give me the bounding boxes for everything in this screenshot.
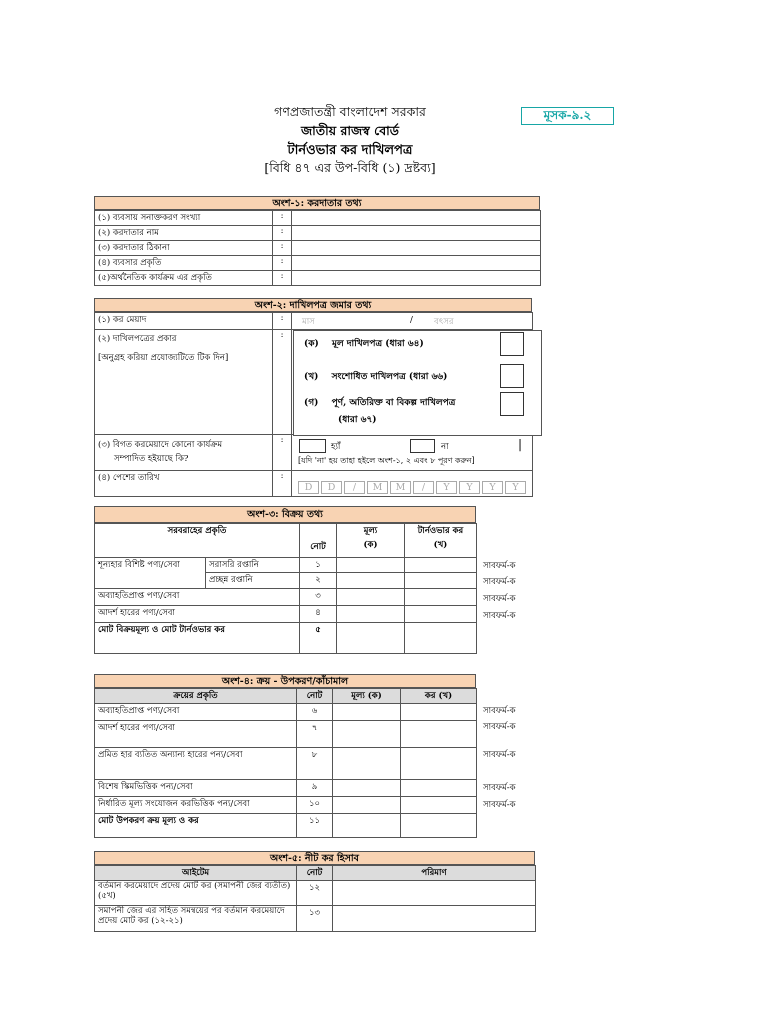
- date-digit-cell[interactable]: Y: [482, 481, 503, 494]
- original-return-checkbox[interactable]: [500, 332, 524, 356]
- part1-title: অংশ-১: করদাতার তথ্য: [94, 196, 540, 210]
- part2-title: অংশ-২: দাখিলপত্র জমার তথ্য: [94, 298, 532, 312]
- month-placeholder: মাস: [302, 317, 315, 327]
- tax-input[interactable]: [401, 797, 477, 814]
- activity-no-label: না: [441, 442, 449, 452]
- exempted-label: অব্যাহতিপ্রাপ্ত পণ্য/সেবা: [95, 589, 300, 606]
- col-item: আইটেম: [95, 866, 297, 881]
- year-placeholder: বৎসর: [434, 317, 454, 327]
- col-value: মূল্য (ক): [333, 689, 401, 704]
- economic-activity-field[interactable]: [292, 271, 541, 286]
- subform-link[interactable]: সাবফর্ম-ক: [483, 561, 516, 571]
- option-original: (ক) মূল দাখিলপত্র (ধারা ৬৪): [304, 339, 424, 349]
- direct-export-label: সরাসরি রপ্তানি: [206, 558, 300, 573]
- amount-input[interactable]: [333, 906, 536, 932]
- rule-reference: [বিধি ৪৭ এর উপ-বিধি (১) দ্রষ্টব্য]: [264, 160, 436, 175]
- part3-title: অংশ-৩: বিক্রয় তথ্য: [94, 506, 476, 523]
- date-digit-cell[interactable]: Y: [505, 481, 526, 494]
- part5-title: অংশ-৫: নীট কর হিসাব: [94, 851, 535, 865]
- activity-yes-label: হ্যাঁ: [331, 442, 341, 452]
- value-input[interactable]: [337, 589, 405, 606]
- net-tax-row-label: সমাপনী জের এর সহিত সমন্বয়ের পর বর্তমান করমেয়াদে প্রদেয় মোট কর (১২-২১): [95, 906, 297, 932]
- part1-table: (১) ব্যবসায় সনাক্তকরণ সংখ্যা : (২) করদাতার নাম : (৩) করদাতার ঠিকানা : (৪) ব্যবসার প্রকৃতি : (৫)অর্থনৈতিক কার্যক্রম এর প্রকৃতি :: [94, 210, 541, 286]
- activity-yes-checkbox[interactable]: [299, 439, 326, 453]
- tax-input[interactable]: [405, 606, 477, 623]
- note-cell: ১০: [297, 797, 333, 814]
- value-input[interactable]: [337, 558, 405, 573]
- subform-link[interactable]: সাবফর্ম-ক: [483, 594, 516, 604]
- date-separator: /: [344, 481, 365, 494]
- sales-total-label: মোট বিক্রয়মূল্য ও মোট টার্নওভার কর: [95, 623, 300, 654]
- return-type-note: [অনুগ্রহ করিয়া প্রযোজ্যটিতে টিক দিন]: [98, 353, 229, 363]
- date-digit-cell[interactable]: Y: [436, 481, 457, 494]
- purchase-total-label: মোট উপকরণ ক্রয় মূল্য ও কর: [95, 814, 297, 838]
- form-title: টার্নওভার কর দাখিলপত্র: [287, 143, 413, 158]
- value-input[interactable]: [333, 704, 401, 721]
- tax-input[interactable]: [401, 748, 477, 780]
- govt-name: গণপ্রজাতন্ত্রী বাংলাদেশ সরকার: [274, 104, 426, 119]
- net-tax-row-label: বর্তমান করমেয়াদে প্রদেয় মোট কর (সমাপনী জের ব্যতীত) (৫খ): [95, 881, 297, 906]
- subform-link[interactable]: সাবফর্ম-ক: [483, 577, 516, 587]
- subform-link[interactable]: সাবফর্ম-ক: [483, 750, 516, 760]
- activity-bar: |: [518, 437, 523, 451]
- purchase-table: [94, 688, 477, 838]
- note-cell: ১১: [297, 814, 333, 838]
- purchase-row-label: প্রমিত হার ব্যতিত অন্যান্য হারের পন্য/সেবা: [95, 748, 297, 780]
- tax-input[interactable]: [405, 589, 477, 606]
- value-input[interactable]: [337, 606, 405, 623]
- col-supply-nature: সরবরাহের প্রকৃতি: [95, 524, 300, 558]
- tax-input[interactable]: [405, 623, 477, 654]
- part4-title: অংশ-৪: ক্রয় - উপকরণ/কাঁচামাল: [94, 674, 476, 688]
- value-input[interactable]: [333, 797, 401, 814]
- form-code-badge: মূসক-৯.২: [521, 107, 614, 125]
- col-purchase-type: ক্রয়ের প্রকৃতি: [95, 689, 297, 704]
- tax-input[interactable]: [401, 721, 477, 748]
- purchase-row-label: নির্ধারিত মূল্য সংযোজন করভিত্তিক পন্য/সেবা: [95, 797, 297, 814]
- net-tax-table: [94, 865, 536, 932]
- note-cell: ৩: [300, 589, 337, 606]
- board-name: জাতীয় রাজস্ব বোর্ড: [301, 123, 399, 138]
- value-input[interactable]: [333, 814, 401, 838]
- note-cell: ৮: [297, 748, 333, 780]
- return-type-options: [293, 330, 542, 436]
- option-amended: (খ) সংশোধিত দাখিলপত্র (ধারা ৬৬): [304, 372, 448, 382]
- value-input[interactable]: [337, 573, 405, 589]
- taxpayer-address-field[interactable]: [292, 241, 541, 256]
- note-cell: ৬: [297, 704, 333, 721]
- note-cell: ৯: [297, 780, 333, 797]
- activity-no-checkbox[interactable]: [410, 439, 435, 453]
- standard-rate-label: আদর্শ হারের পণ্য/সেবা: [95, 606, 300, 623]
- date-digit-cell[interactable]: M: [367, 481, 388, 494]
- tax-input[interactable]: [401, 780, 477, 797]
- note-cell: ১: [300, 558, 337, 573]
- period-separator: /: [410, 315, 413, 325]
- subform-link[interactable]: সাবফর্ম-ক: [483, 783, 516, 793]
- note-cell: ১৩: [297, 906, 333, 932]
- purchase-row-label: অব্যাহতিপ্রাপ্ত পণ্য/সেবা: [95, 704, 297, 721]
- note-cell: ৭: [297, 721, 333, 748]
- col-tax: কর (খ): [401, 689, 477, 704]
- taxpayer-name-field[interactable]: [292, 226, 541, 241]
- amount-input[interactable]: [333, 881, 536, 906]
- economic-activity-label: (৫)অর্থনৈতিক কার্যক্রম এর প্রকৃতি: [95, 271, 273, 286]
- col-value: মূল্য (ক): [337, 524, 405, 558]
- tax-input[interactable]: [405, 573, 477, 589]
- date-digit-cell[interactable]: Y: [459, 481, 480, 494]
- note-cell: ২: [300, 573, 337, 589]
- col-note: নোট: [300, 524, 337, 558]
- tax-input[interactable]: [405, 558, 477, 573]
- activity-note: [যদি 'না' হয় তাহা হইলে অংশ-১, ২ এবং ৮ পূরণ করুন]: [298, 456, 475, 465]
- tax-period-label: (১) কর মেয়াদ: [95, 313, 273, 330]
- col-note: নোট: [297, 689, 333, 704]
- amended-return-checkbox[interactable]: [500, 364, 524, 388]
- value-input[interactable]: [333, 748, 401, 780]
- col-turnover-tax: টার্নওভার কর (খ): [405, 524, 477, 558]
- date-separator: /: [413, 481, 434, 494]
- sales-table: [94, 523, 477, 654]
- submission-date-label: (৪) পেশের তারিখ: [95, 471, 273, 497]
- return-type-label: (২) দাখিলপত্রের প্রকার: [98, 334, 177, 344]
- option-full-additional: (গ) পূর্ণ, অতিরিক্ত বা বিকল্প দাখিলপত্র (ধারা ৬৭): [304, 398, 456, 425]
- return-type-cell: [95, 330, 273, 435]
- full-additional-return-checkbox[interactable]: [500, 392, 524, 416]
- subform-link[interactable]: সাবফর্ম-ক: [483, 611, 516, 621]
- subform-link[interactable]: সাবফর্ম-ক: [483, 800, 516, 810]
- purchase-row-label: আদর্শ হারের পণ্য/সেবা: [95, 721, 297, 748]
- date-digit-cell[interactable]: M: [390, 481, 411, 494]
- zero-rated-label: শূন্যহার বিশিষ্ট পণ্য/সেবা: [95, 558, 206, 589]
- bin-field[interactable]: [292, 211, 541, 226]
- date-digit-cell[interactable]: D: [321, 481, 342, 494]
- note-cell: ৪: [300, 606, 337, 623]
- col-amount: পরিমাণ: [333, 866, 536, 881]
- note-cell: ৫: [300, 623, 337, 654]
- business-nature-label: (৪) ব্যবসার প্রকৃতি: [95, 256, 273, 271]
- value-input[interactable]: [337, 623, 405, 654]
- deemed-export-label: প্রচ্ছন্ন রপ্তানি: [206, 573, 300, 589]
- taxpayer-name-label: (২) করদাতার নাম: [95, 226, 273, 241]
- business-nature-field[interactable]: [292, 256, 541, 271]
- taxpayer-address-label: (৩) করদাতার ঠিকানা: [95, 241, 273, 256]
- col-note: নোট: [297, 866, 333, 881]
- subform-link[interactable]: সাবফর্ম-ক: [483, 722, 516, 732]
- tax-input[interactable]: [401, 814, 477, 838]
- value-input[interactable]: [333, 780, 401, 797]
- value-input[interactable]: [333, 721, 401, 748]
- note-cell: ১২: [297, 881, 333, 906]
- date-digit-cell[interactable]: D: [298, 481, 319, 494]
- part2-table: (১) কর মেয়াদ : মাস / বৎসর (২) দাখিলপত্রের প্রকার [অনুগ্রহ করিয়া প্রযোজ্যটিতে টিক দিন] : (৩) বিগত করমেয়াদে কোনো কার্যক্রম সম্পাদিত হইয়াছে কি? : (৪) পেশের তারিখ :: [94, 312, 533, 497]
- bin-label: (১) ব্যবসায় সনাক্তকরণ সংখ্যা: [95, 211, 273, 226]
- subform-link[interactable]: সাবফর্ম-ক: [483, 706, 516, 716]
- purchase-row-label: বিশেষ স্কিমভিত্তিক পন্য/সেবা: [95, 780, 297, 797]
- tax-period-field[interactable]: [292, 313, 533, 330]
- activity-question: (৩) বিগত করমেয়াদে কোনো কার্যক্রম সম্পাদিত হইয়াছে কি?: [95, 435, 273, 471]
- tax-input[interactable]: [401, 704, 477, 721]
